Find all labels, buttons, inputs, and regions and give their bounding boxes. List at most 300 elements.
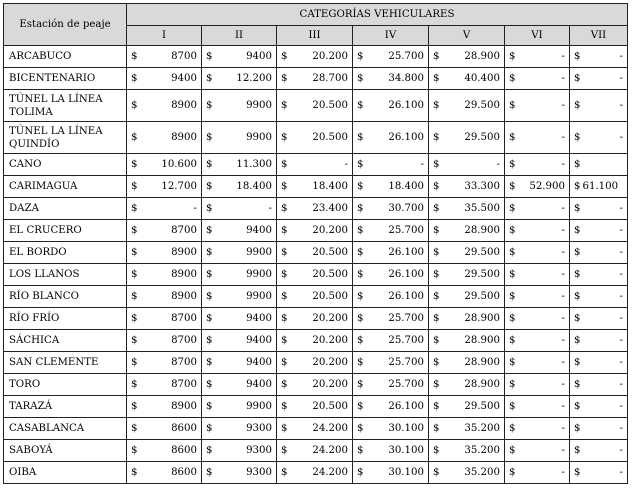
- price-value: 20.500: [312, 100, 348, 111]
- price-value: -: [619, 467, 623, 478]
- currency-symbol: $: [131, 401, 138, 412]
- price-cell: [202, 396, 277, 418]
- price-value: 8900: [171, 247, 197, 258]
- price-value: 24.200: [312, 467, 348, 478]
- price-value: 9400: [246, 357, 272, 368]
- currency-symbol: $: [206, 467, 213, 478]
- station-name: CASABLANCA: [4, 418, 127, 440]
- currency-symbol: $: [281, 401, 288, 412]
- price-cell: [570, 396, 628, 418]
- price-cell: [429, 418, 505, 440]
- table-row: [4, 286, 628, 308]
- price-cell: [277, 122, 353, 154]
- price-value: 25.700: [388, 51, 424, 62]
- table-row: [4, 418, 628, 440]
- station-name: TÚNEL LA LÍNEA TOLIMA: [4, 90, 127, 122]
- price-value: 23.400: [312, 203, 348, 214]
- price-value: 20.500: [312, 291, 348, 302]
- currency-symbol: $: [509, 181, 516, 192]
- price-cell: [570, 352, 628, 374]
- currency-symbol: $: [574, 445, 581, 456]
- station-header: Estación de peaje: [4, 4, 127, 46]
- price-cell: [353, 462, 429, 484]
- currency-symbol: $: [509, 269, 516, 280]
- currency-symbol: $: [281, 423, 288, 434]
- currency-symbol: $: [509, 203, 516, 214]
- price-cell: [429, 90, 505, 122]
- currency-symbol: $: [574, 269, 581, 280]
- table-row: [4, 396, 628, 418]
- price-cell: [353, 176, 429, 198]
- price-cell: [127, 396, 202, 418]
- price-value: 8600: [171, 445, 197, 456]
- price-value: 10.600: [161, 159, 197, 170]
- currency-symbol: $: [281, 291, 288, 302]
- price-cell: [505, 220, 570, 242]
- price-value: -: [561, 73, 565, 84]
- price-cell: [429, 440, 505, 462]
- price-value: 28.900: [464, 313, 500, 324]
- currency-symbol: $: [574, 225, 581, 236]
- table-row: [4, 374, 628, 396]
- price-cell: [277, 198, 353, 220]
- currency-symbol: $: [357, 73, 364, 84]
- table-row: [4, 176, 628, 198]
- price-cell: [429, 462, 505, 484]
- price-cell: [127, 352, 202, 374]
- station-name: EL BORDO: [4, 242, 127, 264]
- category-group-header: CATEGORÍAS VEHICULARES: [127, 4, 628, 26]
- price-value: 29.500: [464, 269, 500, 280]
- currency-symbol: $: [433, 357, 440, 368]
- price-value: 20.500: [312, 247, 348, 258]
- price-cell: [570, 264, 628, 286]
- currency-symbol: $: [206, 423, 213, 434]
- price-value: 26.100: [388, 401, 424, 412]
- price-cell: [202, 440, 277, 462]
- currency-symbol: $: [574, 181, 581, 192]
- currency-symbol: $: [357, 100, 364, 111]
- price-value: 20.200: [312, 225, 348, 236]
- currency-symbol: $: [131, 132, 138, 143]
- price-cell: [505, 352, 570, 374]
- price-value: -: [344, 159, 348, 170]
- price-value: 30.700: [388, 203, 424, 214]
- price-value: -: [619, 291, 623, 302]
- currency-symbol: $: [206, 291, 213, 302]
- currency-symbol: $: [206, 100, 213, 111]
- price-value: 35.500: [464, 203, 500, 214]
- price-value: 8900: [171, 269, 197, 280]
- currency-symbol: $: [509, 401, 516, 412]
- price-value: -: [619, 335, 623, 346]
- currency-symbol: $: [574, 291, 581, 302]
- currency-symbol: $: [357, 51, 364, 62]
- currency-symbol: $: [357, 247, 364, 258]
- price-cell: [570, 198, 628, 220]
- currency-symbol: $: [574, 100, 581, 111]
- price-cell: [202, 264, 277, 286]
- price-value: 20.200: [312, 379, 348, 390]
- currency-symbol: $: [131, 291, 138, 302]
- price-value: 28.700: [312, 73, 348, 84]
- price-value: 24.200: [312, 423, 348, 434]
- currency-symbol: $: [574, 379, 581, 390]
- table-row: [4, 122, 628, 154]
- station-name: TARAZÁ: [4, 396, 127, 418]
- price-cell: [277, 286, 353, 308]
- price-cell: [353, 286, 429, 308]
- price-value: 20.200: [312, 335, 348, 346]
- currency-symbol: $: [357, 423, 364, 434]
- price-cell: [353, 418, 429, 440]
- table-row: [4, 68, 628, 90]
- price-cell: [202, 198, 277, 220]
- price-value: 9900: [246, 401, 272, 412]
- price-value: 11.300: [236, 159, 272, 170]
- price-value: 26.100: [388, 132, 424, 143]
- currency-symbol: $: [433, 73, 440, 84]
- price-value: 30.100: [388, 423, 424, 434]
- currency-symbol: $: [574, 159, 581, 170]
- price-value: 8700: [171, 51, 197, 62]
- price-cell: [277, 462, 353, 484]
- station-name: TORO: [4, 374, 127, 396]
- currency-symbol: $: [574, 73, 581, 84]
- currency-symbol: $: [509, 51, 516, 62]
- station-name: SAN CLEMENTE: [4, 352, 127, 374]
- price-cell: [277, 374, 353, 396]
- price-cell: [127, 46, 202, 68]
- price-value: -: [561, 335, 565, 346]
- currency-symbol: $: [281, 159, 288, 170]
- currency-symbol: $: [281, 132, 288, 143]
- price-value: -: [561, 401, 565, 412]
- price-value: -: [619, 247, 623, 258]
- price-cell: [127, 374, 202, 396]
- price-value: 35.200: [464, 423, 500, 434]
- currency-symbol: $: [281, 313, 288, 324]
- price-value: -: [561, 247, 565, 258]
- price-cell: [429, 154, 505, 176]
- price-value: 26.100: [388, 247, 424, 258]
- currency-symbol: $: [433, 225, 440, 236]
- currency-symbol: $: [357, 203, 364, 214]
- currency-symbol: $: [131, 357, 138, 368]
- price-value: -: [420, 159, 424, 170]
- price-cell: [429, 122, 505, 154]
- currency-symbol: $: [433, 379, 440, 390]
- price-value: 25.700: [388, 225, 424, 236]
- price-value: 26.100: [388, 100, 424, 111]
- price-cell: [127, 308, 202, 330]
- price-cell: [505, 374, 570, 396]
- currency-symbol: $: [131, 73, 138, 84]
- price-cell: [570, 176, 628, 198]
- price-cell: [127, 220, 202, 242]
- price-cell: [429, 330, 505, 352]
- price-cell: [505, 286, 570, 308]
- station-name: SABOYÁ: [4, 440, 127, 462]
- price-value: -: [561, 357, 565, 368]
- station-name: TÚNEL LA LÍNEA QUINDÍO: [4, 122, 127, 154]
- currency-symbol: $: [433, 335, 440, 346]
- price-value: 20.500: [312, 132, 348, 143]
- price-cell: [277, 220, 353, 242]
- price-value: 20.500: [312, 401, 348, 412]
- price-value: 29.500: [464, 291, 500, 302]
- price-cell: [353, 330, 429, 352]
- currency-symbol: $: [357, 159, 364, 170]
- price-cell: [127, 264, 202, 286]
- currency-symbol: $: [281, 357, 288, 368]
- currency-symbol: $: [281, 247, 288, 258]
- price-value: 9400: [246, 313, 272, 324]
- currency-symbol: $: [281, 379, 288, 390]
- price-cell: [127, 198, 202, 220]
- currency-symbol: $: [131, 445, 138, 456]
- currency-symbol: $: [433, 401, 440, 412]
- price-cell: [505, 198, 570, 220]
- price-cell: [202, 462, 277, 484]
- price-value: 30.100: [388, 445, 424, 456]
- price-value: -: [619, 357, 623, 368]
- price-cell: [570, 330, 628, 352]
- price-cell: [127, 462, 202, 484]
- station-name: CARIMAGUA: [4, 176, 127, 198]
- currency-symbol: $: [433, 159, 440, 170]
- price-value: 29.500: [464, 132, 500, 143]
- currency-symbol: $: [206, 159, 213, 170]
- currency-symbol: $: [574, 247, 581, 258]
- price-cell: [277, 352, 353, 374]
- price-cell: [277, 418, 353, 440]
- price-value: 9900: [246, 291, 272, 302]
- price-value: 28.900: [464, 335, 500, 346]
- price-value: 28.900: [464, 379, 500, 390]
- price-value: 18.400: [236, 181, 272, 192]
- price-cell: [127, 418, 202, 440]
- currency-symbol: $: [509, 313, 516, 324]
- price-cell: [202, 90, 277, 122]
- table-row: [4, 330, 628, 352]
- price-cell: [570, 440, 628, 462]
- price-value: 35.200: [464, 445, 500, 456]
- currency-symbol: $: [131, 100, 138, 111]
- price-value: -: [561, 313, 565, 324]
- price-value: 25.700: [388, 335, 424, 346]
- table-row: [4, 46, 628, 68]
- currency-symbol: $: [433, 291, 440, 302]
- currency-symbol: $: [281, 335, 288, 346]
- currency-symbol: $: [131, 379, 138, 390]
- station-name: SÁCHICA: [4, 330, 127, 352]
- price-cell: [277, 68, 353, 90]
- price-cell: [429, 308, 505, 330]
- price-cell: [505, 46, 570, 68]
- table-row: [4, 220, 628, 242]
- price-value: 35.200: [464, 467, 500, 478]
- currency-symbol: $: [509, 291, 516, 302]
- currency-symbol: $: [357, 467, 364, 478]
- price-cell: [202, 176, 277, 198]
- price-value: -: [561, 51, 565, 62]
- price-cell: [127, 122, 202, 154]
- currency-symbol: $: [433, 445, 440, 456]
- price-value: 25.700: [388, 357, 424, 368]
- currency-symbol: $: [574, 357, 581, 368]
- currency-symbol: $: [433, 467, 440, 478]
- currency-symbol: $: [281, 73, 288, 84]
- price-value: -: [561, 132, 565, 143]
- currency-symbol: $: [509, 247, 516, 258]
- currency-symbol: $: [131, 247, 138, 258]
- currency-symbol: $: [206, 335, 213, 346]
- currency-symbol: $: [357, 335, 364, 346]
- price-value: -: [619, 225, 623, 236]
- price-value: -: [193, 203, 197, 214]
- price-cell: [202, 242, 277, 264]
- price-cell: [127, 176, 202, 198]
- currency-symbol: $: [509, 423, 516, 434]
- currency-symbol: $: [131, 335, 138, 346]
- price-value: 61.100: [582, 181, 619, 192]
- price-cell: [127, 286, 202, 308]
- price-cell: [505, 330, 570, 352]
- price-value: 8700: [171, 335, 197, 346]
- currency-symbol: $: [357, 401, 364, 412]
- price-cell: [570, 68, 628, 90]
- price-value: 24.200: [312, 445, 348, 456]
- currency-symbol: $: [281, 203, 288, 214]
- price-value: 8900: [171, 100, 197, 111]
- price-value: 25.700: [388, 379, 424, 390]
- table-row: [4, 352, 628, 374]
- price-cell: [353, 242, 429, 264]
- station-name: RÍO BLANCO: [4, 286, 127, 308]
- currency-symbol: $: [357, 313, 364, 324]
- price-cell: [505, 176, 570, 198]
- price-cell: [505, 242, 570, 264]
- category-header-vi: VI: [505, 26, 570, 46]
- currency-symbol: $: [206, 269, 213, 280]
- currency-symbol: $: [509, 335, 516, 346]
- price-cell: [570, 220, 628, 242]
- table-row: [4, 264, 628, 286]
- currency-symbol: $: [281, 225, 288, 236]
- price-cell: [570, 462, 628, 484]
- currency-symbol: $: [206, 357, 213, 368]
- price-value: 9400: [246, 225, 272, 236]
- price-cell: [353, 122, 429, 154]
- currency-symbol: $: [131, 159, 138, 170]
- price-value: -: [619, 132, 623, 143]
- currency-symbol: $: [433, 100, 440, 111]
- price-value: 20.500: [312, 269, 348, 280]
- price-cell: [570, 374, 628, 396]
- price-cell: [277, 242, 353, 264]
- price-value: -: [561, 291, 565, 302]
- price-value: 34.800: [388, 73, 424, 84]
- category-header-i: I: [127, 26, 202, 46]
- table-row: [4, 440, 628, 462]
- currency-symbol: $: [509, 100, 516, 111]
- currency-symbol: $: [206, 132, 213, 143]
- price-value: 9900: [246, 247, 272, 258]
- price-value: -: [619, 51, 623, 62]
- price-value: 9400: [246, 51, 272, 62]
- price-cell: [570, 308, 628, 330]
- currency-symbol: $: [509, 467, 516, 478]
- currency-symbol: $: [131, 423, 138, 434]
- currency-symbol: $: [131, 203, 138, 214]
- price-cell: [429, 198, 505, 220]
- price-value: -: [561, 203, 565, 214]
- price-value: 40.400: [464, 73, 500, 84]
- table-row: [4, 154, 628, 176]
- price-value: 9300: [246, 445, 272, 456]
- price-cell: [429, 242, 505, 264]
- station-name: ARCABUCO: [4, 46, 127, 68]
- price-cell: [202, 374, 277, 396]
- currency-symbol: $: [357, 357, 364, 368]
- currency-symbol: $: [206, 225, 213, 236]
- price-cell: [570, 242, 628, 264]
- price-value: 25.700: [388, 313, 424, 324]
- price-value: 26.100: [388, 291, 424, 302]
- price-value: -: [561, 225, 565, 236]
- price-value: 8700: [171, 379, 197, 390]
- price-cell: [429, 264, 505, 286]
- price-cell: [570, 286, 628, 308]
- price-value: 12.700: [161, 181, 197, 192]
- price-cell: [505, 154, 570, 176]
- currency-symbol: $: [206, 445, 213, 456]
- price-value: -: [619, 423, 623, 434]
- price-value: -: [619, 379, 623, 390]
- price-cell: [505, 90, 570, 122]
- price-cell: [353, 154, 429, 176]
- currency-symbol: $: [509, 132, 516, 143]
- price-value: -: [619, 100, 623, 111]
- price-value: -: [561, 159, 565, 170]
- price-cell: [127, 242, 202, 264]
- table-row: [4, 242, 628, 264]
- table-row: [4, 198, 628, 220]
- price-value: 9300: [246, 467, 272, 478]
- currency-symbol: $: [433, 313, 440, 324]
- price-value: 8600: [171, 423, 197, 434]
- currency-symbol: $: [281, 467, 288, 478]
- price-cell: [202, 154, 277, 176]
- price-cell: [505, 418, 570, 440]
- price-cell: [353, 440, 429, 462]
- currency-symbol: $: [433, 51, 440, 62]
- price-value: 8700: [171, 225, 197, 236]
- price-cell: [353, 264, 429, 286]
- price-cell: [202, 122, 277, 154]
- price-value: 9400: [246, 335, 272, 346]
- price-value: -: [561, 269, 565, 280]
- currency-symbol: $: [281, 181, 288, 192]
- price-value: 18.400: [388, 181, 424, 192]
- price-value: 20.200: [312, 357, 348, 368]
- price-value: 8900: [171, 132, 197, 143]
- price-cell: [277, 176, 353, 198]
- currency-symbol: $: [281, 51, 288, 62]
- currency-symbol: $: [433, 181, 440, 192]
- price-value: 9400: [171, 73, 197, 84]
